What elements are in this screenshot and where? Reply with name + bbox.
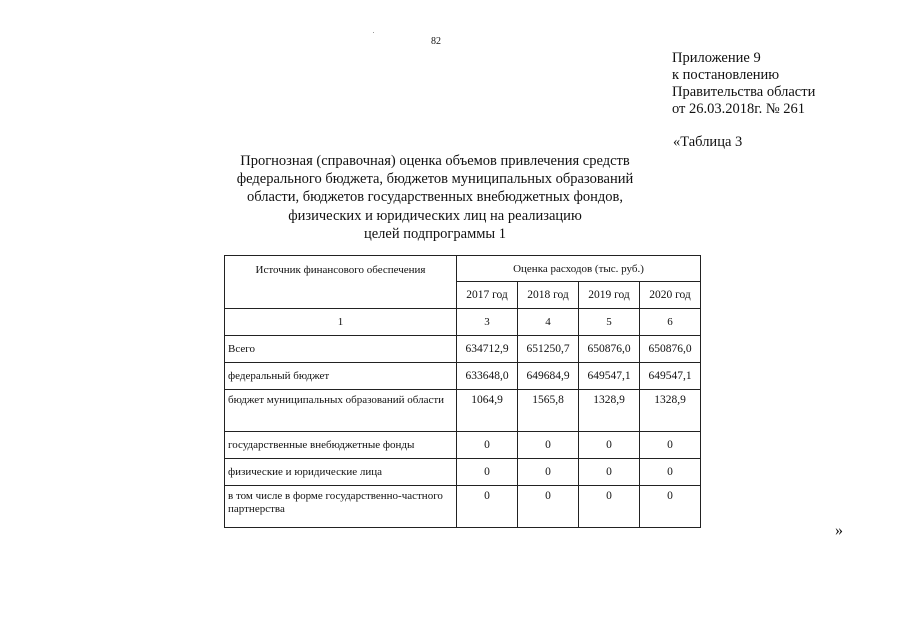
- estimate-header: Оценка расходов (тыс. руб.): [457, 256, 701, 282]
- value-cell: 650876,0: [640, 336, 701, 363]
- table-row: [225, 459, 701, 486]
- year-header: 2018 год: [518, 282, 579, 309]
- table-row: [225, 432, 701, 459]
- title-line: целей подпрограммы 1: [363, 225, 507, 242]
- appendix-line: Приложение 9: [672, 50, 761, 66]
- row-label: Всего: [225, 336, 457, 363]
- year-header: 2019 год: [579, 282, 640, 309]
- appendix-header: [672, 50, 815, 118]
- column-index: 3: [457, 309, 518, 336]
- column-index: 6: [640, 309, 701, 336]
- row-label: федеральный бюджет: [225, 363, 457, 390]
- source-header: Источник финансового обеспечения: [225, 256, 457, 309]
- year-header: 2020 год: [640, 282, 701, 309]
- row-label: в том числе в форме государственно-частного партнерства: [225, 486, 457, 528]
- value-cell: 1064,9: [457, 390, 518, 432]
- value-cell: 1328,9: [579, 390, 640, 432]
- table-reference: «Таблица 3: [673, 134, 743, 150]
- document-title: [205, 152, 665, 243]
- row-label: физические и юридические лица: [225, 459, 457, 486]
- closing-quote: »: [835, 522, 843, 539]
- column-index: 4: [518, 309, 579, 336]
- value-cell: 650876,0: [579, 336, 640, 363]
- column-index: 5: [579, 309, 640, 336]
- row-label: бюджет муниципальных образований области: [225, 390, 457, 432]
- value-cell: 0: [579, 486, 640, 528]
- title-line: области, бюджетов государственных внебюджетных фондов,: [246, 189, 624, 206]
- value-cell: 0: [457, 432, 518, 459]
- page-number: 82: [431, 36, 441, 47]
- value-cell: 649547,1: [640, 363, 701, 390]
- table-row: [225, 336, 701, 363]
- value-cell: 633648,0: [457, 363, 518, 390]
- appendix-line: Правительства области: [672, 84, 816, 100]
- value-cell: 649547,1: [579, 363, 640, 390]
- value-cell: 0: [579, 459, 640, 486]
- value-cell: 0: [518, 459, 579, 486]
- year-header: 2017 год: [457, 282, 518, 309]
- table-row: [225, 486, 701, 528]
- value-cell: 0: [457, 486, 518, 528]
- value-cell: 0: [457, 459, 518, 486]
- title-line: физических и юридических лиц на реализацию: [288, 207, 582, 224]
- table-row: [225, 363, 701, 390]
- value-cell: 0: [579, 432, 640, 459]
- title-line: Прогнозная (справочная) оценка объемов привлечения средств: [240, 153, 630, 169]
- value-cell: 634712,9: [457, 336, 518, 363]
- scan-speck: [373, 32, 374, 33]
- title-line: федерального бюджета, бюджетов муниципальных образований: [236, 171, 634, 188]
- column-index: 1: [225, 309, 457, 336]
- value-cell: 0: [518, 432, 579, 459]
- value-cell: 0: [518, 486, 579, 528]
- appendix-line: от 26.03.2018г. № 261: [672, 101, 806, 117]
- value-cell: 651250,7: [518, 336, 579, 363]
- funding-table: [224, 255, 701, 528]
- value-cell: 1328,9: [640, 390, 701, 432]
- value-cell: 0: [640, 432, 701, 459]
- row-label: государственные внебюджетные фонды: [225, 432, 457, 459]
- table-row: [225, 390, 701, 432]
- value-cell: 649684,9: [518, 363, 579, 390]
- value-cell: 0: [640, 486, 701, 528]
- appendix-line: к постановлению: [672, 67, 780, 83]
- value-cell: 1565,8: [518, 390, 579, 432]
- value-cell: 0: [640, 459, 701, 486]
